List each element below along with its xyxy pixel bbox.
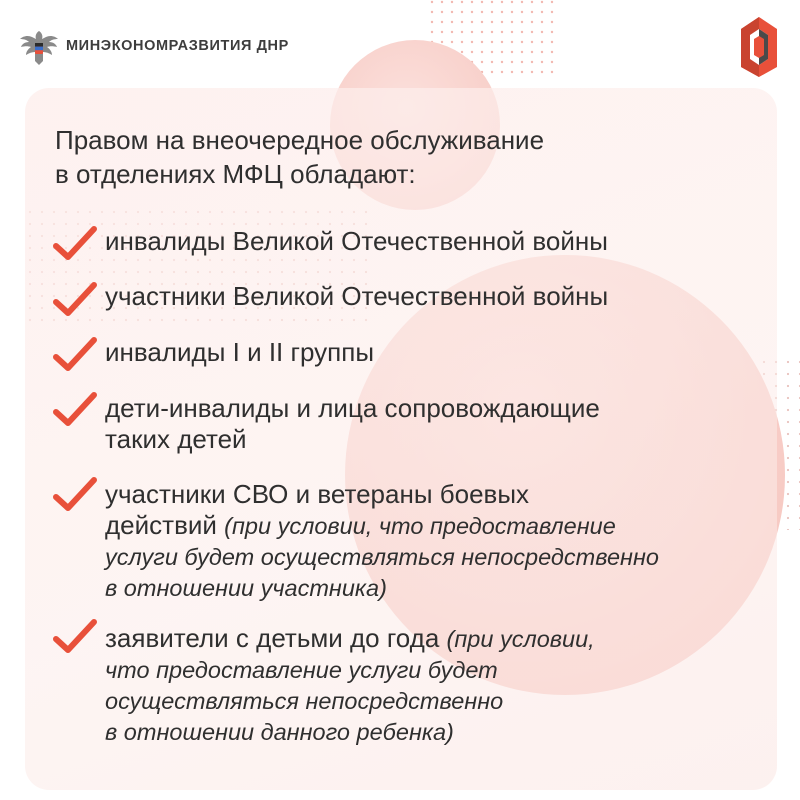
- item-text: таких детей: [105, 424, 247, 454]
- item-note: в отношении участника): [105, 575, 387, 601]
- intro-line-1: Правом на внеочередное обслуживание: [55, 125, 545, 155]
- item-text: участники СВО и ветераны боевых: [105, 479, 530, 509]
- checkmark-icon: [53, 619, 97, 657]
- item-text: действий: [105, 510, 225, 540]
- checkmark-icon: [53, 477, 97, 515]
- item-text: инвалиды I и II группы: [105, 337, 375, 367]
- checkmark-icon: [53, 226, 97, 264]
- item-note: что предоставление услуги будет: [105, 657, 498, 683]
- item-note: (при условии, что предоставление: [224, 513, 616, 539]
- ministry-name: МИНЭКОНОМРАЗВИТИЯ ДНР: [66, 38, 289, 54]
- checkmark-icon: [53, 392, 97, 430]
- intro-text: [55, 123, 695, 191]
- eagle-emblem-icon: [18, 27, 60, 69]
- intro-line-2: в отделениях МФЦ обладают:: [55, 159, 416, 189]
- item-text: заявители с детьми до года: [105, 623, 447, 653]
- checkmark-icon: [53, 282, 97, 320]
- item-text: участники Великой Отечественной войны: [105, 281, 609, 311]
- checkmark-icon: [53, 337, 97, 375]
- item-note: осуществляться непосредственно: [105, 688, 504, 714]
- item-note: (при условии,: [446, 626, 595, 652]
- item-note: услуги будет осуществляться непосредственно: [105, 544, 659, 570]
- item-text: инвалиды Великой Отечественной войны: [105, 226, 608, 256]
- mfc-logo-icon: [735, 15, 783, 79]
- item-text: дети-инвалиды и лица сопровождающие: [105, 393, 600, 423]
- item-note: в отношении данного ребенка): [105, 719, 454, 745]
